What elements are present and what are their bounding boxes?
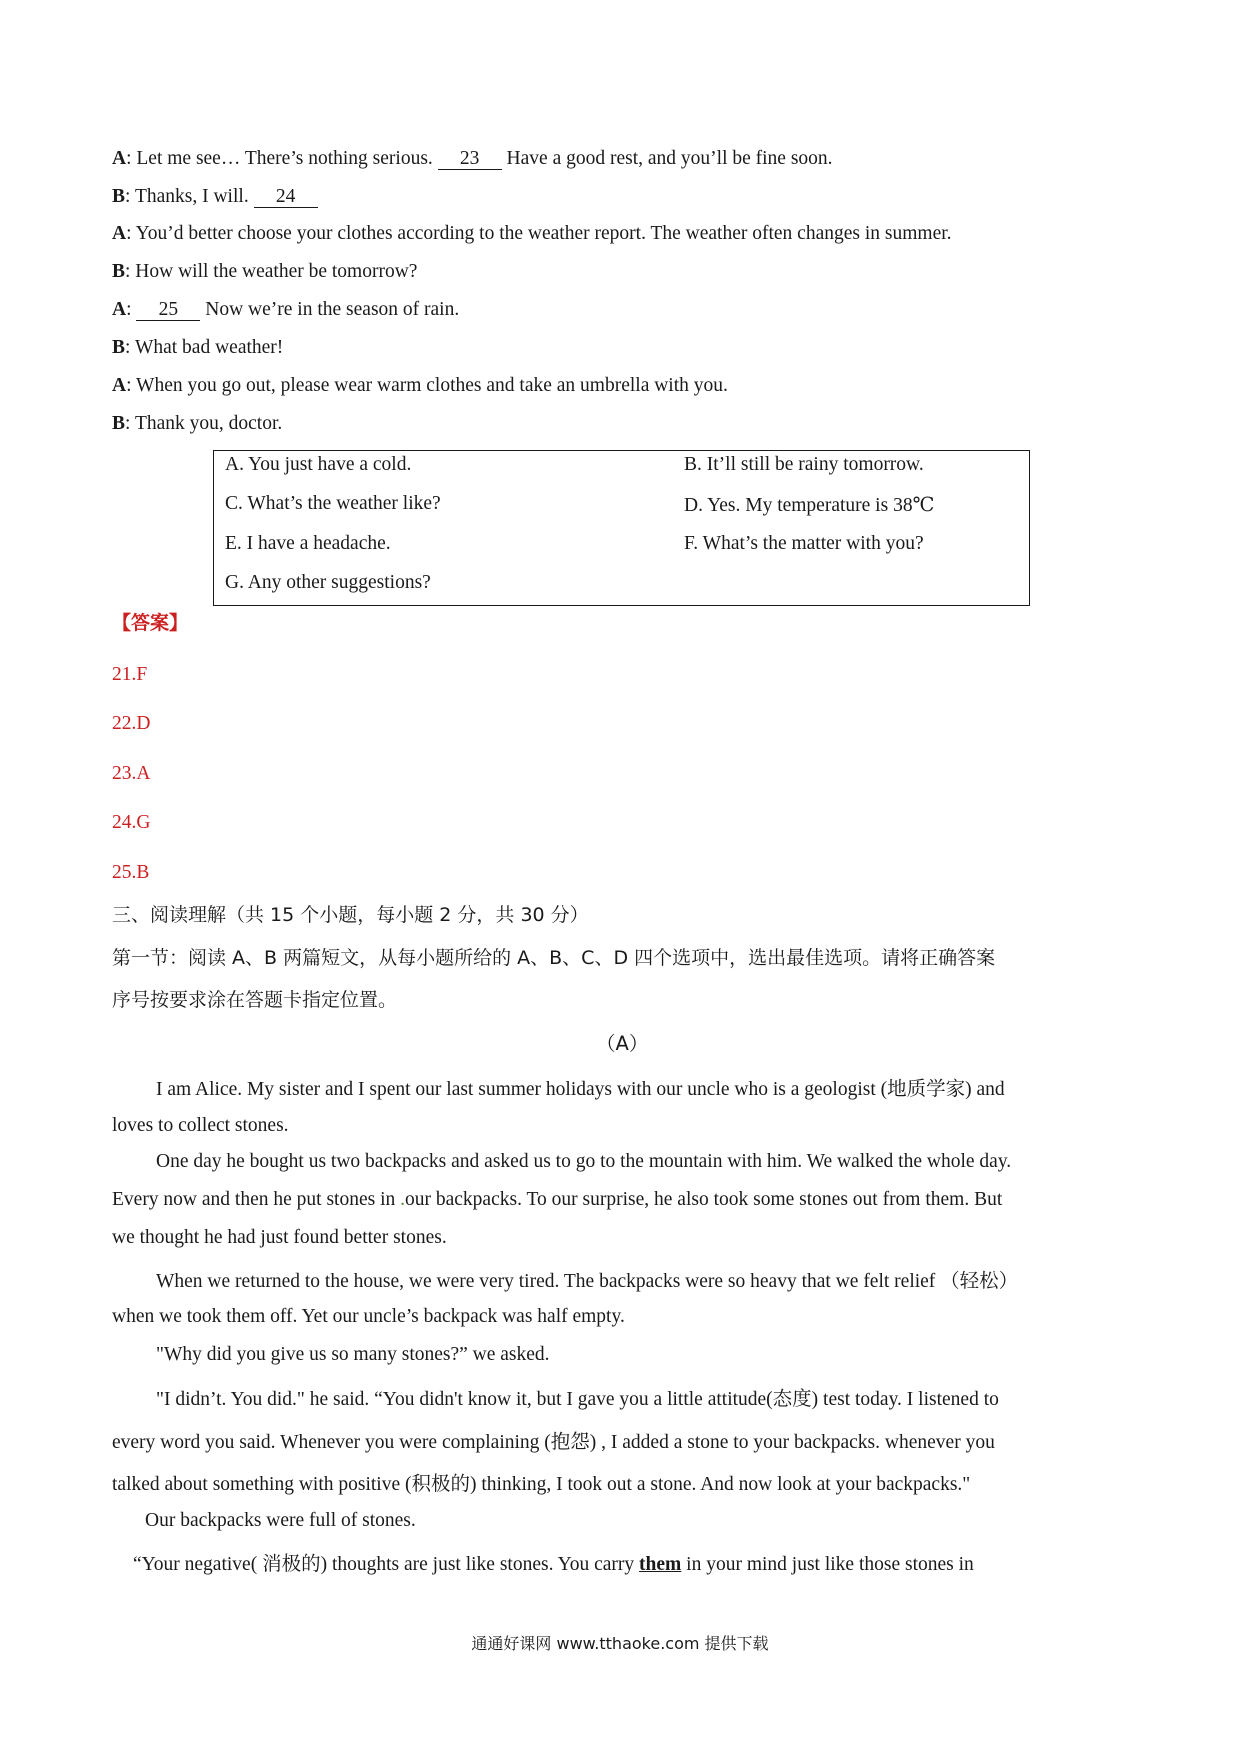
- dialogue-text: Have a good rest, and you’ll be fine soon.: [501, 148, 833, 169]
- passage-text: Every now and then he put stones in: [112, 1189, 401, 1210]
- dialogue-line-5: [112, 299, 459, 321]
- passage-line: every word you said. Whenever you were complaining (抱怨) , I added a stone to your backpacks. whenever you: [112, 1432, 995, 1453]
- dialogue-text: : Let me see… There’s nothing serious.: [126, 148, 438, 169]
- dialogue-line-3: [112, 223, 952, 245]
- answer-item: 25.B: [112, 862, 150, 883]
- answer-item: 22.D: [112, 713, 151, 734]
- dialogue-line-2: [112, 186, 318, 208]
- section-title: 三、阅读理解（共 15 个小题，每小题 2 分，共 30 分）: [112, 904, 589, 926]
- speaker: A: [112, 375, 127, 396]
- option-f: F. What’s the matter with you?: [684, 533, 924, 554]
- option-b: B. It’ll still be rainy tomorrow.: [684, 454, 924, 475]
- passage-line: One day he bought us two backpacks and asked us to go to the mountain with him. We walked the whole day.: [156, 1151, 1012, 1172]
- passage-line: When we returned to the house, we were very tired. The backpacks were so heavy that we felt relief （轻松）: [156, 1271, 1019, 1292]
- passage-label: （A）: [596, 1032, 649, 1055]
- passage-text: in your mind just like those stones in: [681, 1554, 974, 1575]
- option-c: C. What’s the weather like?: [225, 493, 441, 514]
- dialogue-line-8: [112, 413, 282, 435]
- option-d: D. Yes. My temperature is 38℃: [684, 495, 935, 516]
- section-instruction: 第一节：阅读 A、B 两篇短文，从每小题所给的 A、B、C、D 四个选项中，选出最佳选项。请将正确答案: [112, 947, 996, 969]
- dialogue-text: : Thanks, I will.: [125, 186, 254, 207]
- dialogue-text: : You’d better choose your clothes according to the weather report. The weather often changes in summer.: [126, 223, 952, 244]
- speaker: A: [112, 299, 127, 320]
- passage-line: loves to collect stones.: [112, 1115, 289, 1136]
- footer-credit: 通通好课网 www.tthaoke.com 提供下载: [471, 1634, 769, 1653]
- passage-line: talked about something with positive (积极的) thinking, I took out a stone. And now look at your backpacks.": [112, 1474, 971, 1495]
- passage-line: Our backpacks were full of stones.: [145, 1510, 416, 1531]
- option-a: A. You just have a cold.: [225, 454, 412, 475]
- underlined-word: them: [639, 1554, 682, 1575]
- answer-blank: 24: [254, 187, 318, 208]
- dialogue-text: : What bad weather!: [125, 337, 284, 358]
- passage-line: when we took them off. Yet our uncle’s backpack was half empty.: [112, 1306, 625, 1327]
- answer-blank: 25: [136, 300, 200, 321]
- option-g: G. Any other suggestions?: [225, 572, 431, 593]
- passage-line: "I didn’t. You did." he said. “You didn't know it, but I gave you a little attitude(态度) test today. I listened to: [156, 1389, 999, 1410]
- answer-item: 21.F: [112, 664, 148, 685]
- dialogue-text: : When you go out, please wear warm clothes and take an umbrella with you.: [126, 375, 728, 396]
- dialogue-line-7: [112, 375, 728, 397]
- passage-line: we thought he had just found better stones.: [112, 1227, 447, 1248]
- answer-item: 23.A: [112, 763, 151, 784]
- dialogue-line-6: [112, 337, 283, 359]
- passage-text: our backpacks. To our surprise, he also took some stones out from them. But: [405, 1189, 1003, 1210]
- speaker: A: [112, 148, 127, 169]
- dialogue-text: :: [126, 299, 137, 320]
- dialogue-text: : How will the weather be tomorrow?: [125, 261, 418, 282]
- passage-line: [112, 1189, 1002, 1211]
- dot-mark: .: [400, 1189, 405, 1210]
- answer-heading: 【答案】: [112, 612, 189, 634]
- dialogue-text: Now we’re in the season of rain.: [200, 299, 460, 320]
- dialogue-text: : Thank you, doctor.: [125, 413, 283, 434]
- dialogue-line-4: [112, 261, 417, 283]
- speaker: B: [112, 261, 126, 282]
- passage-line: I am Alice. My sister and I spent our last summer holidays with our uncle who is a geologist (地质学家) and: [156, 1079, 1005, 1100]
- speaker: B: [112, 337, 126, 358]
- speaker: B: [112, 186, 126, 207]
- options-box: [213, 450, 1030, 606]
- dialogue-line-1: [112, 148, 833, 170]
- speaker: B: [112, 413, 126, 434]
- passage-line: [133, 1548, 974, 1576]
- section-instruction: 序号按要求涂在答题卡指定位置。: [112, 989, 398, 1011]
- answer-item: 24.G: [112, 812, 151, 833]
- speaker: A: [112, 223, 127, 244]
- passage-line: "Why did you give us so many stones?” we asked.: [156, 1344, 550, 1365]
- option-e: E. I have a headache.: [225, 533, 391, 554]
- answer-blank: 23: [438, 149, 502, 170]
- passage-text: “Your negative( 消极的) thoughts are just like stones. You carry: [133, 1554, 640, 1575]
